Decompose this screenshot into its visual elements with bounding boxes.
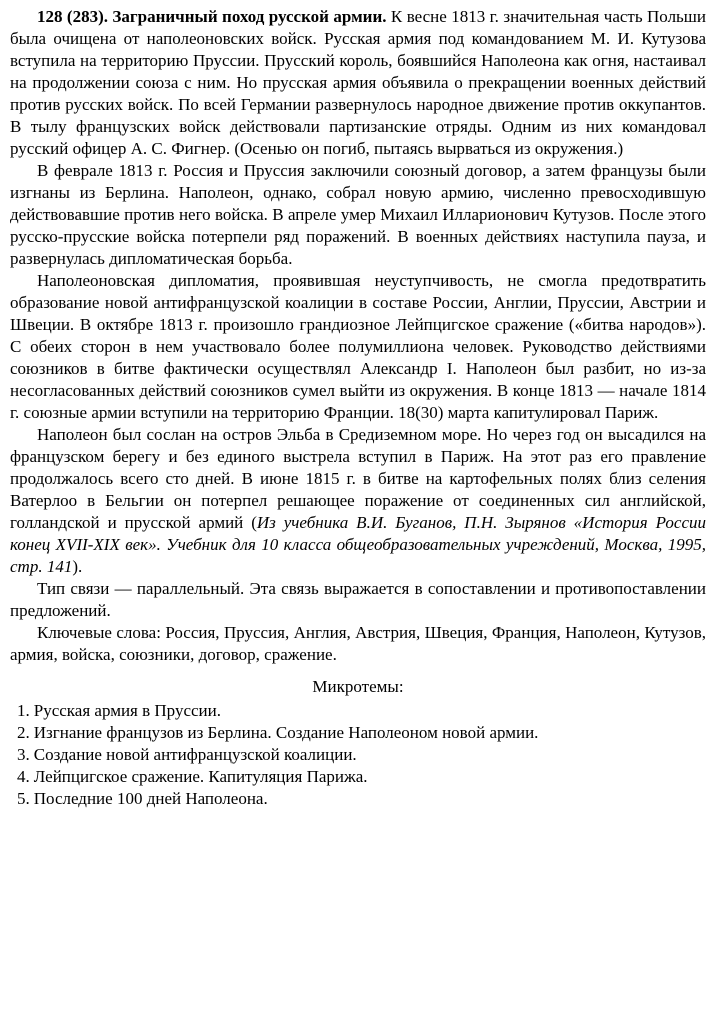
list-item-number: 5. xyxy=(17,789,30,808)
paragraph-2 xyxy=(10,160,706,270)
citation-source-italic: Из учебника В.И. Буганов, П.Н. Зырянов «История России конец XVII-XIX век». Учебник для 10 класса общеобразовательных учреждений, Москва, 1995, стр. 141 xyxy=(10,513,706,576)
list-item-3 xyxy=(17,744,706,766)
list-item-text: Создание новой антифранцузской коалиции. xyxy=(33,745,357,764)
list-item-text: Русская армия в Пруссии. xyxy=(33,701,221,720)
paragraph-text: Наполеон был сослан на остров Эльба в Средиземном море. Но через год он высадился на французском берегу и без единого выстрела вступил в Париж. На этот раз его правление продолжалось всего сто дней. В июне 1815 г. в битве на картофельных полях близ селения Ватерлоо в Бельгии он потерпел решающее поражение от соединенных сил английской, голландской и прусской армий ( xyxy=(10,425,706,532)
microthemes-list xyxy=(10,700,706,810)
paragraph-text: К весне 1813 г. значительная часть Польши была очищена от наполеоновских войск. Русская армия под командованием М. И. Кутузова вступила на территорию Пруссии. Прусский король, боявшийся Наполеона как огня, настаивал на продолжении союза с ним. Но прусская армия объявила о прекращении военных действий против русских войск. По всей Германии развернулось народное движение против оккупантов. В тылу французских войск действовали партизанские отряды. Одним из них командовал русский офицер А. С. Фигнер. (Осенью он погиб, пытаясь вырваться из окружения.) xyxy=(10,7,706,158)
paragraph-text: В феврале 1813 г. Россия и Пруссия заключили союзный договор, а затем французы были изгнаны из Берлина. Наполеон, однако, собрал новую армию, численно превосходившую действовавшие против него войска. В апреле умер Михаил Илларионович Кутузов. После этого русско-прусские войска потерпели ряд поражений. В военных действиях наступила пауза, и развернулась дипломатическая борьба. xyxy=(10,161,706,268)
paragraph-4 xyxy=(10,424,706,578)
list-item-4 xyxy=(17,766,706,788)
list-item-1 xyxy=(17,700,706,722)
paragraph-connection-type xyxy=(10,578,706,622)
list-item-number: 2. xyxy=(17,723,30,742)
paragraph-keywords xyxy=(10,622,706,666)
paragraph-text: Наполеоновская дипломатия, проявившая неуступчивость, не смогла предотвратить образование новой антифранцузской коалиции в составе России, Англии, Пруссии, Австрии и Швеции. В октябре 1813 г. произошло грандиозное Лейпцигское сражение («битва народов»). С обеих сторон в нем участвовало более полумиллиона человек. Руководство действиями союзников в битве фактически осуществлял Александр I. Наполеон был разбит, но из-за несогласованных действий союзников сумел выйти из окружения. В конце 1813 — начале 1814 г. союзные армии вступили на территорию Франции. 18(30) марта капитулировал Париж. xyxy=(10,271,706,422)
list-item-text: Последние 100 дней Наполеона. xyxy=(33,789,268,808)
paragraph-3 xyxy=(10,270,706,424)
list-item-2 xyxy=(17,722,706,744)
list-item-text: Лейпцигское сражение. Капитуляция Парижа. xyxy=(33,767,368,786)
list-item-number: 3. xyxy=(17,745,30,764)
paragraph-text-closing: ). xyxy=(72,557,83,576)
paragraph-text: Тип связи — параллельный. Эта связь выражается в сопоставлении и противопоставлении предложений. xyxy=(10,579,706,620)
list-item-text: Изгнание французов из Берлина. Создание Наполеоном новой армии. xyxy=(33,723,539,742)
exercise-number-title: 128 (283). Заграничный поход русской армии. xyxy=(37,7,387,26)
paragraph-text: Ключевые слова: Россия, Пруссия, Англия, Австрия, Швеция, Франция, Наполеон, Кутузов, армия, войска, союзники, договор, сражение. xyxy=(10,623,706,664)
list-item-number: 4. xyxy=(17,767,30,786)
paragraph-exercise-intro xyxy=(10,6,706,160)
list-item-5 xyxy=(17,788,706,810)
list-item-number: 1. xyxy=(17,701,30,720)
microthemes-heading: Микротемы: xyxy=(312,677,404,696)
